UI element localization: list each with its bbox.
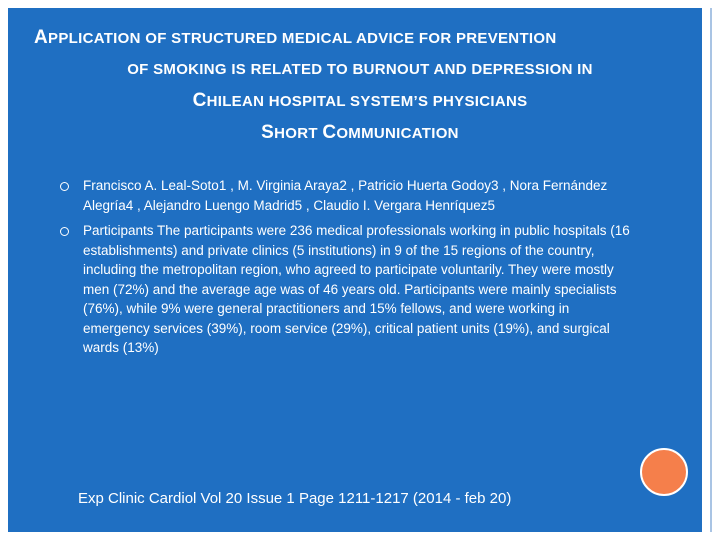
- right-edge-line: [710, 8, 712, 532]
- bullet-list: [58, 176, 638, 364]
- title-line-4-text-2: OMMUNICATION: [336, 125, 459, 142]
- circle-bullet-icon: [60, 182, 69, 191]
- title-line-4: [20, 117, 700, 149]
- slide-title: [20, 22, 700, 149]
- title-line-3-text: HILEAN HOSPITAL SYSTEM’S PHYSICIANS: [206, 93, 528, 110]
- title-line-2-text: OF SMOKING IS RELATED TO BURNOUT AND DEPRESSION IN: [127, 61, 593, 78]
- decorative-circle-icon: [640, 448, 688, 496]
- title-line-3-cap: C: [192, 90, 207, 111]
- title-line-1-cap: A: [34, 27, 49, 48]
- circle-bullet-icon: [60, 227, 69, 236]
- title-line-4-cap-2: C: [322, 122, 337, 143]
- title-line-4-text: HORT: [274, 125, 323, 142]
- bullet-authors: [58, 176, 638, 215]
- bullet-authors-text: Francisco A. Leal-Soto1 , M. Virginia Araya2 , Patricio Huerta Godoy3 , Nora Fernández Alegría4 , Alejandro Luengo Madrid5 , Claudio I. Vergara Henríquez5: [83, 178, 608, 213]
- citation: Exp Clinic Cardiol Vol 20 Issue 1 Page 1211-1217 (2014 - feb 20): [78, 490, 512, 507]
- title-line-1-text: PPLICATION OF STRUCTURED MEDICAL ADVICE FOR PREVENTION: [48, 30, 557, 47]
- title-line-1: [20, 22, 700, 54]
- title-line-4-cap: S: [261, 122, 275, 143]
- bullet-participants: [58, 221, 638, 358]
- title-line-2: [20, 54, 700, 85]
- title-line-3: [20, 85, 700, 117]
- bullet-participants-text: Participants The participants were 236 medical professionals working in public hospitals (16 establishments) and private clinics (5 institutions) in 9 of the 15 regions of the country, including the metropolitan region, who agreed to participate voluntarily. They were mostly men (72%) and the average age was of 46 years old. Participants were mainly specialists (76%), while 9% were general practitioners and 15% fellows, and were working in emergency services (39%), room service (29%), critical patient units (19%), and surgical wards (13%): [83, 223, 630, 355]
